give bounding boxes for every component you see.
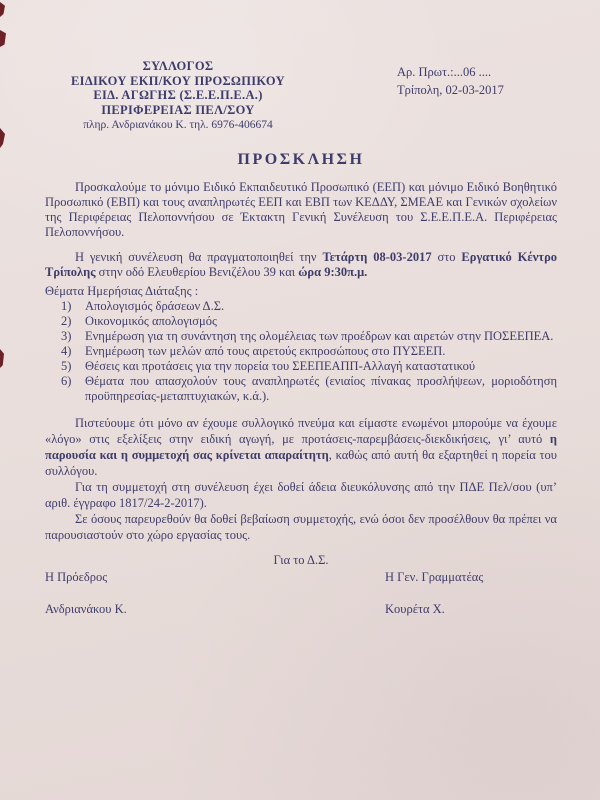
paragraph-attendance	[45, 511, 557, 543]
org-line: ΣΥΛΛΟΓΟΣ	[142, 59, 214, 73]
text-run: ώρα 9:30π.μ.	[298, 265, 368, 279]
org-line: ΕΙΔΙΚΟΥ ΕΚΠ/ΚΟΥ ΠΡΟΣΩΠΙΚΟΥ	[71, 73, 285, 88]
text-run: στην οδό Ελευθερίου Βενιζέλου 39 και	[95, 265, 299, 279]
secretary-role: Η Γεν. Γραμματέας	[385, 570, 484, 584]
agenda-item-number: 2)	[61, 314, 72, 328]
text-run: στο	[431, 250, 462, 264]
document-title: ΠΡΟΣΚΛΗΣΗ	[237, 151, 365, 168]
agenda-item-text: Ενημέρωση των μελών από τους αιρετούς εκπροσώπους στο ΠΥΣΕΕΠ.	[85, 344, 446, 358]
agenda-heading: Θέματα Ημερήσιας Διάταξης :	[45, 284, 199, 298]
agenda-item-number: 6)	[61, 374, 72, 388]
text-run: Σε όσους παρευρεθούν θα δοθεί βεβαίωση συμμετοχής, ενώ όσοι δεν προσέλθουν θα πρέπει να παρουσιαστούν στο χώρο εργασίας τους.	[45, 512, 557, 542]
place-date: Τρίπολη, 02-03-2017	[397, 83, 504, 97]
letterhead-org-block	[42, 59, 314, 133]
agenda-item	[45, 344, 557, 359]
agenda-item	[45, 329, 557, 344]
text-run: Πιστεύουμε ότι μόνο αν έχουμε συλλογικό πνεύμα και είμαστε ενωμένοι μπορούμε να έχουμε «λόγο» στις εξελίξεις στην ειδική αγωγή, με προτάσεις-παρεμβάσεις-διεκδικήσεις, γι’ αυτό	[45, 416, 557, 446]
signature-names-row	[45, 587, 557, 617]
agenda-item-text: Οικονομικός απολογισμός	[85, 314, 217, 328]
paper-edge-mark	[0, 349, 4, 368]
text-run: Εργατικό Κέντρο Τρίπολης	[45, 250, 558, 279]
paragraph-invitation	[45, 180, 557, 240]
text-run: Η γενική συνέλευση θα πραγματοποιηθεί την	[75, 250, 323, 264]
protocol-block	[397, 63, 504, 99]
secretary-name: Κουρέτα Χ.	[385, 602, 445, 616]
paragraph-permission	[45, 479, 557, 511]
president-role: Η Πρόεδρος	[45, 570, 108, 584]
paragraph-meeting-details	[45, 250, 557, 280]
paper-edge-mark	[0, 128, 5, 148]
paper-edge-mark	[0, 30, 6, 47]
agenda-item-number: 1)	[61, 299, 72, 313]
text-run: Τετάρτη 08-03-2017	[322, 250, 432, 264]
contact-line: πληρ. Ανδριανάκου Κ. τηλ. 6976-406674	[83, 119, 273, 131]
paper-edge-mark	[0, 2, 5, 17]
text-run: η παρουσία και η συμμετοχή σας κρίνεται απαραίτητη	[45, 432, 557, 462]
agenda-item	[45, 374, 557, 404]
agenda-item-text: Θέματα που απασχολούν τους αναπληρωτές (ενιαίος πίνακας προσλήψεων, μοριοδότηση προϋπηρεσίας-μεταπτυχιακών, κ.ά.).	[85, 374, 557, 403]
president-name: Ανδριανάκου Κ.	[45, 602, 127, 616]
agenda-list	[45, 299, 557, 404]
for-the-board: Για το Δ.Σ.	[273, 553, 329, 567]
text-run: Για τη συμμετοχή στη συνέλευση έχει δοθεί άδεια διευκόλυνσης από την ΠΔΕ Πελ/σου (υπ’ αριθ. έγγραφο 1817/24-2-2017).	[45, 480, 557, 510]
text-run: , καθώς από αυτή θα εξαρτηθεί η πορεία του συλλόγου.	[45, 448, 557, 478]
agenda-item	[45, 359, 557, 374]
signature-roles-row	[45, 570, 557, 585]
paragraph-appeal	[45, 415, 557, 479]
letter-body	[45, 152, 557, 617]
agenda-item	[45, 299, 557, 314]
org-line: ΕΙΔ. ΑΓΩΓΗΣ (Σ.Ε.Ε.Π.Ε.Α.)	[93, 88, 263, 102]
agenda-item-text: Απολογισμός δράσεων Δ.Σ.	[85, 299, 225, 313]
agenda-item-text: Θέσεις και προτάσεις για την πορεία του ΣΕΕΠΕΑΠΠ-Αλλαγή καταστατικού	[85, 359, 476, 373]
agenda-item-number: 4)	[61, 344, 72, 358]
agenda-item-number: 5)	[61, 359, 72, 373]
protocol-number: Αρ. Πρωτ.:...06 ....	[397, 65, 492, 79]
text-run: Προσκαλούμε το μόνιμο Ειδικό Εκπαιδευτικό Προσωπικό (ΕΕΠ) και μόνιμο Ειδικό Βοηθητικό Προσωπικό (ΕΒΠ) και τους αναπληρωτές ΕΕΠ και ΕΒΠ των ΚΕΔΔΥ, ΣΜΕΑΕ και Γενικών σχολείων της Περιφέρειας Πελοποννήσου σε Έκτακτη Γενική Συνέλευση του Σ.Ε.Ε.Π.Ε.Α. Περιφέρειας Πελοποννήσου.	[45, 180, 557, 239]
agenda-item-number: 3)	[61, 329, 72, 343]
agenda-item	[45, 314, 557, 329]
org-line: ΠΕΡΙΦΕΡΕΙΑΣ ΠΕΛ/ΣΟΥ	[101, 102, 255, 117]
agenda-item-text: Ενημέρωση για τη συνάντηση της ολομέλειας των προέδρων και αιρετών στην ΠΟΣΕΕΠΕΑ.	[85, 329, 554, 343]
